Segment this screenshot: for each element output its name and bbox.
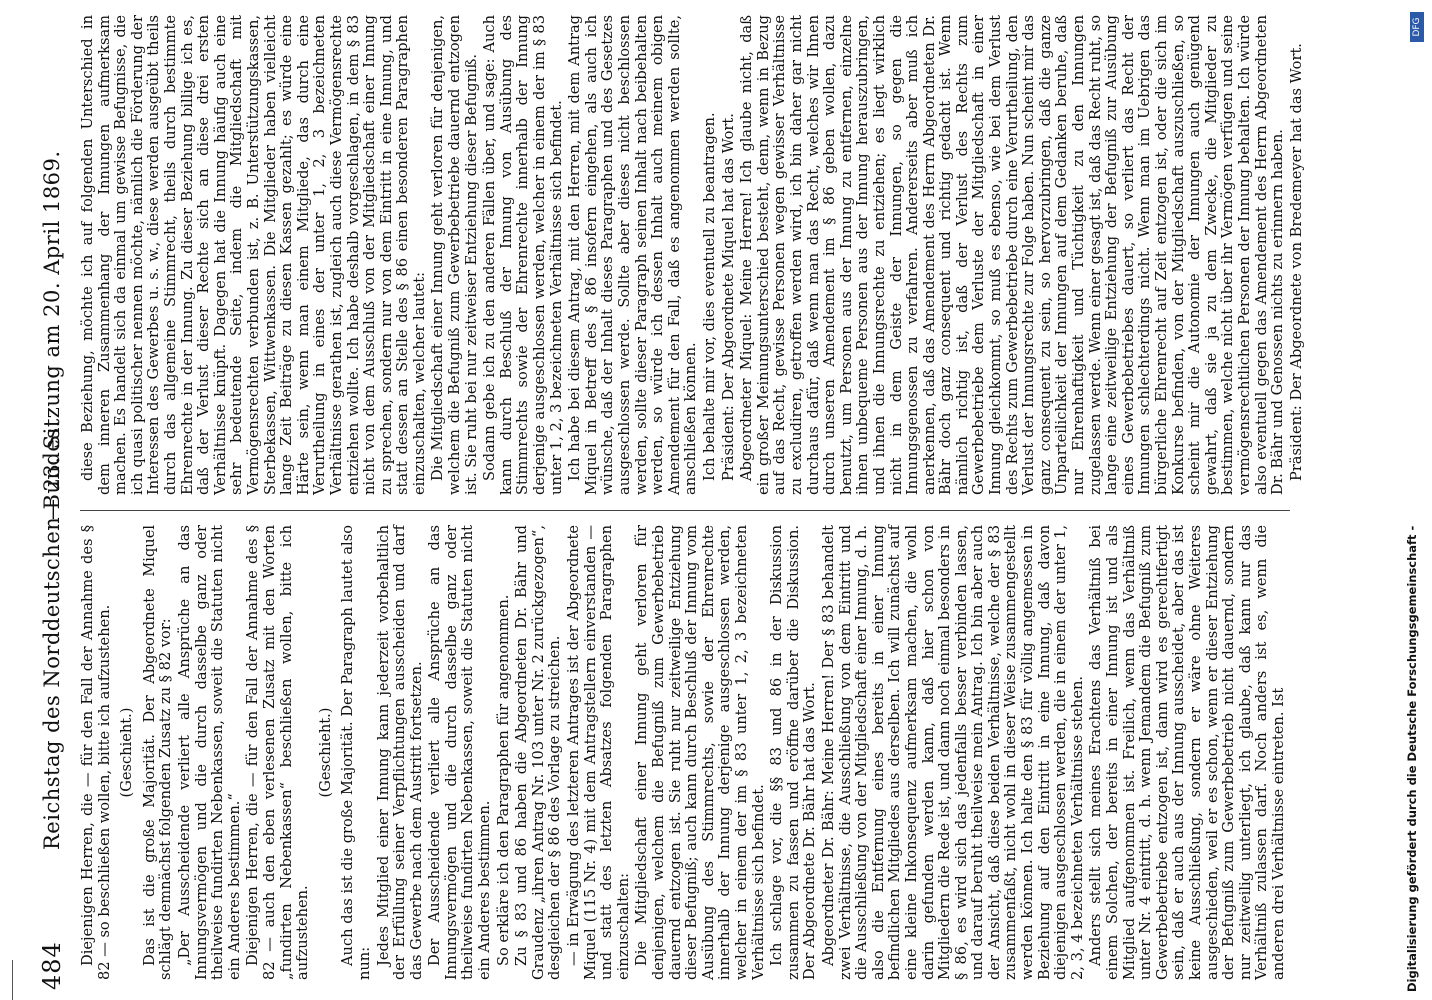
paragraph: Anders stellt sich meines Erachtens das Verhältniß bei einem Solchen, der bereits in einer Innung ist und als Mitglied aufgenommen ist. Freilich, wenn das Verhältniß unter Nr. 4 eintritt, d. h. wenn Jemandem die Befugniß zum Gewerbebetriebe entzogen ist, dann wird es gerechtfertigt sein, daß er auch aus der Innung ausscheidet, aber das ist keine Ausschließung, sondern er wäre ohne Weiteres ausgeschieden, weil er es schon, wenn er dieser Entziehung der Befugniß zum Gewerbebetrieb nicht dauernd, sondern nur zeitweilig unterliegt, ich glaube, daß kann nur das Verhältniß zulassen darf. Noch anders ist es, wenn die anderen drei Verhältnisse eintreten. Ist [1087, 525, 1287, 980]
paragraph: Abgeordneter Miquel: Meine Herren! Ich glaube nicht, daß ein großer Meinungsunterschied besteht, denn, wenn in Bezug auf das Recht, gewisse Personen wegen gewisser Verhältnisse zu excludiren, getroffen werden wird, ich bin daher gar nicht durchaus dafür, daß wenn man das Recht, welches wir Ihnen durch unseren Amendement im § 86 geben wollen, dazu benutzt, um Personen aus der Innung zu entfernen, einzelne ihnen unbequeme Personen aus der Innung herauszubringen, und ihnen die Innungsrechte zu entziehen; es liegt wirklich nicht in dem Geiste der Innungen, so gegen die Innungsgenossen zu verfahren. Andererseits aber muß ich anerkennen, daß das Amendement des Herrn Abgeordneten Dr. Bähr doch ganz consequent und richtig gedacht ist. Wenn nämlich richtig ist, daß der Verlust des Rechts zum Gewerbebetriebe dem Verluste der Mitgliedschaft in einer Innung gleichkommt, so muß es ebenso, wie bei dem Verlust des Rechts zum Gewerbebetriebe durch eine Verurtheilung, den Verlust der Innungsrechte zur Folge haben. Nun scheint mir das ganz consequent zu sein, so hervorzubringen, daß die ganze Unparteilichkeit der Innungen auf dem Gedanken beruhe, daß nur Ehrenhaftigkeit und Tüchtigkeit zu den Innungen zugelassen werde. Wenn einer gesagt ist, daß das Recht ruht, so lange eine zeitweilige Entziehung der Befugniß zur Ausübung eines Gewerbebetriebes dauert, so verliert das Recht der Innungen schlechterdings nicht. Wenn man im Uebrigen das bürgerliche Ehrenrecht auf Zeit entzogen ist, oder die sich im Konkurse befinden, von der Mitgliedschaft auszuschließen, so scheint mir die Autonomie der Innungen auch genügend gewahrt, daß sie ja zu dem Zwecke, die Mitglieder zu bestimmen, welche nicht über ihr Vermögen verfügen und seine vermögensrechtlichen Personen der Innung behalten. Ich würde also eventuell gegen das Amendement des Herrn Abgeordneten Dr. Bähr und Genossen nichts zu erinnern haben. [738, 15, 1287, 495]
paragraph: Auch das ist die große Majorität. Der Paragraph lautet also nun: [339, 525, 373, 980]
paragraph: Ich habe bei diesem Antrag, mit den Herren, mit dem Antrag Miquel in Betreff des § 86 insofern eingehen, als auch ich wünsche, daß der Inhalt dieses Paragraphen und des Gesetzes ausgeschlossen werde. Sollte aber dieses nicht beschlossen werden, sollte dieser Paragraph seinen Inhalt nach beibehalten werden, so würde ich dessen Inhalt auch meinem obigen Amendement für den Fall, daß es angenommen werden sollte, anschließen können. [566, 15, 700, 495]
dfg-logo: DFG [1410, 12, 1424, 42]
paragraph: Präsident: Der Abgeordnete Miquel hat das Wort. [719, 113, 737, 481]
paragraph: So erkläre ich den Paragraphen für angenommen. [494, 594, 512, 966]
paragraph: Die Mitgliedschaft einer Innung geht verloren für denjenigen, welchem die Befugniß zum Gewerbebetriebe dauernd entzogen ist. Sie ruht bei nur zeitweiser Entziehung dieser Befugniß. [429, 15, 480, 495]
paragraph: Präsident: Der Abgeordnete von Bredemeyer hat das Wort. [1287, 43, 1305, 481]
running-title-left: Reichstag des Norddeutschen Bundes. [40, 420, 64, 850]
corner-mark [0, 960, 13, 1000]
paragraph: Jedes Mitglied einer Innung kann jederzeit vorbehaltlich der Erfüllung seiner Verpflichtungen ausscheiden und darf das Gewerbe nach dem Austritt fortsetzen. [374, 525, 425, 980]
page-header [36, 0, 76, 1000]
paragraph: Ich schlage vor, die §§ 83 und 86 in der Diskussion zusammen zu fassen und eröffne darüber die Diskussion. Der Abgeordnete Dr. Bähr hat das Wort. [768, 525, 819, 980]
column-divider [80, 510, 1290, 511]
paragraph: Der Ausscheidende verliert alle Ansprüche an das Innungsvermögen und die durch dasselbe ganz oder theilweise fundirten Nebenkassen, soweit die Statuten nicht ein Anderes bestimmen. [426, 525, 494, 980]
paragraph: Diejenigen Herren, die — für den Fall der Annahme des § 82 — auch den eben verlesenen Zusatz mit den Worten „fundirten Nebenkassen“ beschließen wollen, bitte ich aufzustehen. [244, 525, 312, 980]
paragraph: Zu § 83 und 86 haben die Abgeordneten Dr. Bähr und Graudenz „ihren Antrag Nr. 103 unter Nr. 2 zurückgezogen“, desgleichen der § 86 des Vorlage zu streichen. [513, 525, 564, 980]
paragraph: Ich behalte mir vor, dies eventuell zu beantragen. [700, 112, 718, 481]
paragraph: (Geschieht.) [118, 707, 136, 798]
paragraph: Sodann gebe ich zu den anderen Fällen über, und sage: Auch kann durch Beschluß der Innung von Ausübung des Stimmrechts sowie der Ehrenrechte innerhalb der Innung derjenige ausgeschlossen werden, welcher in einem der im § 83 unter 1, 2, 3 bezeichneten Verhältnisse sich befindet. [481, 15, 565, 495]
page-number: 484 [38, 941, 66, 990]
digitization-credit: Digitalisierung gefördert durch die Deutsche Forschungsgemeinschaft - [1405, 525, 1419, 992]
paragraph: „Der Ausscheidende verliert alle Ansprüche an das Innungsvermögen und die durch dasselbe ganz oder theilweise fundirten Nebenkassen, soweit die Statuten nicht ein Anderes bestimmen.“ [175, 525, 243, 980]
paragraph: Diejenigen Herren, die — für den Fall der Annahme des § 82 — so beschließen wollen, bitte ich aufzustehen. [79, 525, 113, 980]
paragraph: Abgeordneter Dr. Bähr: Meine Herren! Der § 83 behandelt zwei Verhältnisse, die Ausschließung von dem Eintritt und die Ausschließung von der Mitgliedschaft einer Innung, d. h. also die Entfernung eines bereits in einer Innung befindlichen Mitgliedes aus derselben. Ich will zunächst auf eine kleine Inkonsequenz aufmerksam machen, die wohl darin gefunden werden kann, daß hier schon von Mitgliedern die Rede ist, und dann noch einmal besonders in § 86, es wird sich das jedenfalls besser verbinden lassen, und darauf beruht theilweise mein Antrag. Ich bin aber auch der Ansicht, daß diese beiden Verhältnisse, welche der § 83 zusammenfaßt, nicht wohl in dieser Weise zusammengestellt werden können. Ich halte den § 83 für völlig angemessen in Beziehung auf den Eintritt in eine Innung, daß davon diejenigen ausgeschlossen werden, die in einem der unter 1, 2, 3, 4 bezeichneten Verhältnisse stehen. [819, 525, 1086, 980]
paragraph: Das ist die große Majorität. Der Abgeordnete Miquel schlägt demnächst folgenden Zusatz zu § 82 vor: [140, 525, 175, 980]
paragraph: Die Mitgliedschaft einer Innung geht verloren für denjenigen, welchem die Befugniß zum Gewerbebetrieb dauernd entzogen ist. Sie ruht nur zeitweilige Entziehung dieser Befugniß; auch kann durch Beschluß der Innung vom Ausübung des Stimmrechts, sowie der Ehrenrechte innerhalb der Innung derjenige ausgeschlossen werden, welcher in einem der im § 83 unter 1, 2, 3 bezeichneten Verhältnisse sich befindet. [633, 525, 767, 980]
paragraph: — in Erwägung des letzteren Antrages ist der Abgeordnete Miquel (115 Nr. 4) mit dem Antragstellern einverstanden — und statt des letzten Absatzes folgenden Paragraphen einzuschalten: [565, 525, 632, 980]
left-text-column [80, 525, 1290, 980]
running-title-right: — 23. Sitzung am 20. April 1869. [40, 150, 64, 520]
paragraph: (Geschieht.) [316, 707, 334, 798]
right-text-column [79, 15, 1305, 495]
paragraph: diese Beziehung, möchte ich auf folgenden Unterschied in dem inneren Zusammenhang der Innungen aufmerksam machen. Es handelt sich da einmal um gewisse Befugnisse, die ich quasi politischer nennen möchte, nämlich die Förderung der Interessen des Gewerbes u. s. w., diese werden ausgeübt theils durch das allgemeine Stimmrecht, theils durch bestimmte Ehrenrechte in der Innung. Zu dieser Beziehung billige ich es, daß der Verlust dieser Rechte sich an diese drei ersten Verhältnisse knüpft. Dagegen hat die Innung häufig auch eine sehr bedeutende Seite, indem die Mitgliedschaft mit Vermögensrechten verbunden ist, z. B. Unterstützungskassen, Sterbekassen, Wittwenkassen. Die Mitglieder haben vielleicht lange Zeit Beiträge zu diesen Kassen gezahlt; es würde eine Härte sein, wenn man einem Mitgliede, das durch eine Verurtheilung in eines der unter 1, 2, 3 bezeichneten Verhältnisse gerathen ist, zugleich auch diese Vermögensrechte entziehen wollte. Ich habe deshalb vorgeschlagen, in dem § 83 nicht von dem Ausschluß von der Mitgliedschaft einer Innung zu sprechen, sondern nur von dem Eintritt in eine Innung, und statt dessen an Stelle des § 86 einen besonderen Paragraphen einzuschalten, welcher lautet: [79, 15, 428, 495]
